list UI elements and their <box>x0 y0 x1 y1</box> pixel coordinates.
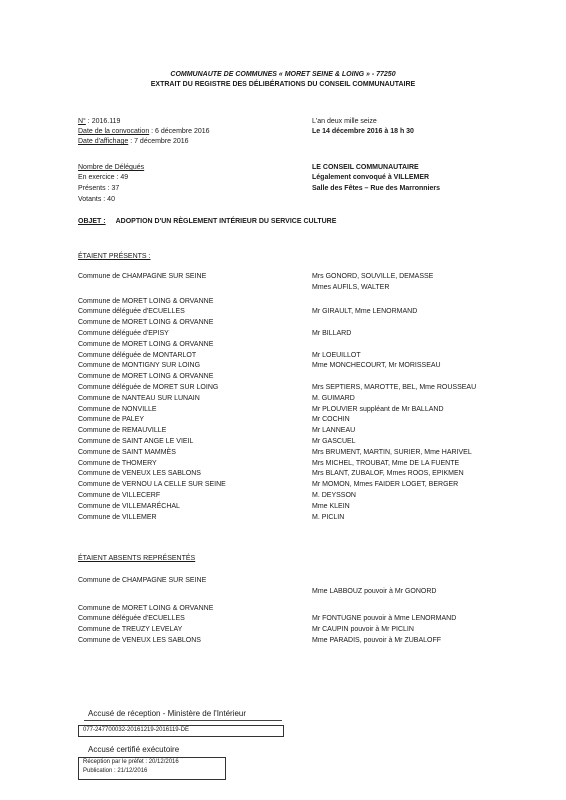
stamp-ref: 077-247700032-20161219-2016119-DE <box>83 727 189 733</box>
row-names: Mr PLOUVIER suppléant de Mr BALLAND <box>312 405 444 413</box>
row-names: Mr MOMON, Mmes FAIDER LOGET, BERGER <box>312 481 459 489</box>
row-commune: Commune de SAINT MAMMÈS <box>78 448 176 456</box>
objet <box>78 217 336 226</box>
row-commune: Commune de SAINT ANGE LE VIEIL <box>78 438 194 445</box>
row-names: M. PICLIN <box>312 513 345 521</box>
row-names: M. GUIMARD <box>312 394 355 402</box>
row-commune: Commune de REMAUVILLE <box>78 427 167 435</box>
row-commune: Commune de VENEUX LES SABLONS <box>78 470 201 478</box>
row-commune: Commune de NANTEAU SUR LUNAIN <box>78 394 200 402</box>
row-names: Mmes AUFILS, WALTER <box>312 283 390 291</box>
date-affichage <box>78 137 189 146</box>
row-names: Mrs SEPTIERS, MAROTTE, BEL, Mme ROUSSEAU <box>312 384 477 391</box>
row-names: Mr GIRAULT, Mme LENORMAND <box>312 308 418 316</box>
row-names: Mrs BLANT, ZUBALOF, Mmes ROOS, EPIKMEN <box>312 470 464 478</box>
row-names: Mr GASCUEL <box>312 438 356 445</box>
row-commune: Commune de PALEY <box>78 416 145 424</box>
row-names: Mrs MICHEL, TROUBAT, Mme DE LA FUENTE <box>312 459 460 467</box>
row-commune: Commune de VENEUX LES SABLONS <box>78 637 201 644</box>
numero <box>78 117 120 126</box>
row-names: Mr LOEUILLOT <box>312 351 361 359</box>
presents-title: ÉTAIENT PRÉSENTS : <box>78 253 151 260</box>
row-names: Mrs GONORD, SOUVILLE, DEMASSE <box>312 273 434 280</box>
header-line-1: COMMUNAUTE DE COMMUNES « MORET SEINE & LOING » - 77250 <box>170 71 396 78</box>
row-commune: Commune déléguée de MONTARLOT <box>78 351 197 359</box>
convocation-label: Date de la convocation <box>78 128 150 135</box>
row-commune: Commune de TREUZY LEVELAY <box>78 626 183 634</box>
delegues-votants: Votants : 40 <box>78 196 115 203</box>
conseil-convoque: Légalement convoqué à VILLEMER <box>312 174 430 181</box>
row-names: Mme PARADIS, pouvoir à Mr ZUBALOFF <box>312 637 442 644</box>
conseil-salle: Salle des Fêtes – Rue des Marronniers <box>312 185 440 192</box>
row-commune: Commune de VERNOU LA CELLE SUR SEINE <box>78 481 226 489</box>
row-names: Mr COCHIN <box>312 416 350 424</box>
row-names: Mme KLEIN <box>312 502 350 510</box>
row-commune: Commune de CHAMPAGNE SUR SEINE <box>78 577 207 584</box>
row-commune: Commune déléguée d'EPISY <box>78 330 169 337</box>
row-commune: Commune déléguée d'ECUELLES <box>78 615 185 623</box>
row-names: Mme LABBOUZ pouvoir à Mr GONORD <box>312 587 437 595</box>
delegues-en-exercice: En exercice : 49 <box>78 174 129 181</box>
row-names: Mr BILLARD <box>312 330 352 337</box>
date-seance: Le 14 décembre 2016 à 18 h 30 <box>312 128 414 135</box>
row-names: Mme MONCHECOURT, Mr MORISSEAU <box>312 362 441 370</box>
row-commune: Commune de MORET LOING & ORVANNE <box>78 373 214 381</box>
row-commune: Commune de MORET LOING & ORVANNE <box>78 297 214 305</box>
row-commune: Commune de THOMERY <box>78 459 157 467</box>
stamp-divider <box>84 720 282 721</box>
row-commune: Commune de CHAMPAGNE SUR SEINE <box>78 273 207 280</box>
delegues-presents: Présents : 37 <box>78 185 120 192</box>
row-commune: Commune déléguée de MORET SUR LOING <box>78 384 219 391</box>
row-commune: Commune de MORET LOING & ORVANNE <box>78 604 214 612</box>
absents-title: ÉTAIENT ABSENTS REPRÉSENTÉS <box>78 555 196 562</box>
stamp-exec-box <box>78 757 226 780</box>
stamp-publication: Publication : 21/12/2016 <box>83 768 148 774</box>
row-commune: Commune déléguée d'ECUELLES <box>78 308 185 316</box>
annee: L'an deux mille seize <box>312 118 377 125</box>
row-names: Mr FONTUGNE pouvoir à Mme LENORMAND <box>312 615 457 623</box>
convocation-value: : 6 décembre 2016 <box>149 128 210 135</box>
delegues-title: Nombre de Délégués <box>78 164 145 171</box>
header-line-2: EXTRAIT DU REGISTRE DES DÉLIBÉRATIONS DU CONSEIL COMMUNAUTAIRE <box>150 81 416 88</box>
row-commune: Commune de VILLEMARÉCHAL <box>78 502 180 510</box>
stamp-title: Accusé de réception - Ministère de l'Intérieur <box>88 709 247 718</box>
affichage-value: : 7 décembre 2016 <box>128 138 189 145</box>
row-commune: Commune de MORET LOING & ORVANNE <box>78 319 214 327</box>
row-commune: Commune de MORET LOING & ORVANNE <box>78 340 214 348</box>
row-names: Mr CAUPIN pouvoir à Mr PICLIN <box>312 626 414 634</box>
stamp-exec-title: Accusé certifié exécutoire <box>88 745 180 754</box>
row-commune: Commune de VILLECERF <box>78 492 161 499</box>
row-names: Mrs BRUMENT, MARTIN, SURIER, Mme HARIVEL <box>312 448 472 456</box>
row-names: M. DEYSSON <box>312 492 356 499</box>
numero-label: N° <box>78 118 86 125</box>
objet-text: ADOPTION D'UN RÈGLEMENT INTÉRIEUR DU SERVICE CULTURE <box>115 218 337 225</box>
date-convocation <box>78 127 210 136</box>
row-commune: Commune de MONTIGNY SUR LOING <box>78 362 201 370</box>
row-commune: Commune de VILLEMER <box>78 513 157 521</box>
affichage-label: Date d'affichage <box>78 138 129 145</box>
stamp-reception: Réception par le préfet : 20/12/2016 <box>83 759 179 765</box>
numero-value: : 2016.119 <box>85 118 121 125</box>
stamp-ref-box <box>78 725 284 737</box>
row-commune: Commune de NONVILLE <box>78 405 157 413</box>
objet-label: OBJET : <box>78 218 106 225</box>
row-names: Mr LANNEAU <box>312 427 356 435</box>
conseil-title: LE CONSEIL COMMUNAUTAIRE <box>312 164 419 171</box>
